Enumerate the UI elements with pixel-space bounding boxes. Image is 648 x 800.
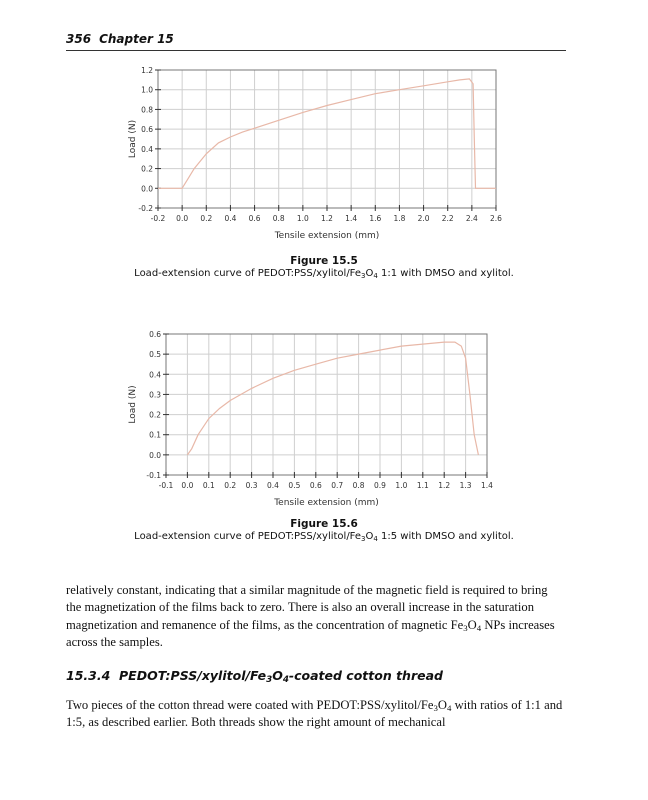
x-tick-label: 0.2 bbox=[200, 214, 213, 223]
y-tick-label: 0.2 bbox=[149, 410, 161, 420]
section-title: PEDOT:PSS/xylitol/Fe bbox=[119, 668, 267, 683]
paragraph-text: with ratios of 1:1 and 1:5, as described earlier. Both threads show the right amount of mechanical bbox=[66, 698, 563, 730]
paragraph-text: NPs increases across the samples. bbox=[66, 617, 555, 649]
subscript: 4 bbox=[476, 622, 482, 633]
x-tick-label: 0.6 bbox=[309, 481, 322, 490]
y-tick-label: 0.0 bbox=[141, 184, 153, 194]
y-axis-title: Load (N) bbox=[128, 119, 138, 159]
x-tick-label: 0.3 bbox=[245, 481, 258, 490]
x-tick-label: -0.2 bbox=[150, 214, 166, 223]
caption-text: O bbox=[365, 268, 374, 279]
x-tick-label: 1.1 bbox=[416, 481, 429, 490]
subscript: 4 bbox=[282, 675, 289, 685]
figure-caption bbox=[0, 268, 648, 279]
section-title: -coated cotton thread bbox=[288, 668, 443, 683]
caption-subscript: 3 bbox=[361, 272, 366, 280]
subscript: 4 bbox=[447, 703, 452, 713]
caption-subscript: 3 bbox=[361, 535, 366, 543]
data-series-line bbox=[187, 342, 478, 455]
plot-frame bbox=[166, 334, 487, 475]
paragraph-text: relatively constant, indicating that a similar magnitude of the magnetic field is required to bring the magnetization of the films back to zero. There is also an overall increase in the saturation magnetization and remanence of the films, as the concentration of magnetic bbox=[66, 583, 548, 632]
y-axis-title: Load (N) bbox=[128, 385, 138, 424]
y-tick-label: 0.1 bbox=[149, 430, 161, 440]
header-rule bbox=[66, 50, 566, 51]
x-tick-label: 0.4 bbox=[224, 214, 237, 223]
y-tick-label: 0.4 bbox=[149, 370, 161, 380]
paragraph-text: Two pieces of the cotton thread were coated with PEDOT:PSS/xylitol/Fe bbox=[66, 698, 434, 712]
subscript: 3 bbox=[463, 622, 468, 633]
y-tick-label: -0.1 bbox=[146, 471, 161, 480]
section-title: O bbox=[272, 668, 283, 683]
paragraph-text: O bbox=[467, 617, 477, 632]
x-tick-label: 0.6 bbox=[248, 214, 261, 223]
y-tick-label: 1.2 bbox=[141, 66, 153, 75]
paragraph-text: Fe bbox=[450, 617, 464, 632]
x-tick-label: 2.2 bbox=[441, 214, 454, 223]
x-tick-label: 2.6 bbox=[490, 214, 502, 223]
x-tick-label: 0.0 bbox=[176, 214, 189, 223]
x-tick-label: -0.1 bbox=[158, 481, 174, 490]
paragraph-text: O bbox=[437, 698, 448, 712]
caption-subscript: 4 bbox=[373, 272, 378, 280]
x-tick-label: 1.8 bbox=[393, 214, 406, 223]
x-tick-label: 1.4 bbox=[481, 481, 493, 490]
section-heading bbox=[66, 668, 586, 683]
caption-subscript: 4 bbox=[373, 535, 378, 543]
caption-text: Load-extension curve of PEDOT:PSS/xylitol/Fe bbox=[134, 531, 362, 542]
x-tick-label: 0.5 bbox=[288, 481, 301, 490]
subscript: 3 bbox=[433, 703, 438, 713]
body-paragraph bbox=[66, 697, 566, 732]
x-tick-label: 0.8 bbox=[352, 481, 365, 490]
y-tick-label: 0.0 bbox=[149, 450, 161, 460]
section-number: 15.3.4 bbox=[66, 668, 111, 683]
y-tick-label: -0.2 bbox=[138, 204, 153, 213]
running-header bbox=[66, 28, 566, 50]
y-tick-label: 0.4 bbox=[141, 144, 153, 154]
x-tick-label: 1.2 bbox=[321, 214, 333, 223]
x-tick-label: 1.3 bbox=[459, 481, 472, 490]
body-paragraph bbox=[66, 582, 566, 651]
x-tick-label: 2.0 bbox=[417, 214, 430, 223]
x-tick-label: 1.2 bbox=[438, 481, 451, 490]
y-tick-label: 0.5 bbox=[149, 350, 161, 360]
x-tick-label: 0.2 bbox=[224, 481, 237, 490]
y-tick-label: 0.6 bbox=[149, 330, 161, 339]
caption-text: 1:5 with DMSO and xylitol. bbox=[377, 531, 514, 542]
figure-caption bbox=[0, 531, 648, 542]
figure-label: Figure 15.6 bbox=[290, 518, 358, 530]
y-tick-label: 0.6 bbox=[141, 125, 153, 135]
x-tick-label: 0.9 bbox=[374, 481, 386, 490]
page-number: 356 bbox=[66, 32, 92, 46]
x-axis-title: Tensile extension (mm) bbox=[274, 231, 380, 241]
subscript: 3 bbox=[266, 675, 273, 685]
x-tick-label: 1.0 bbox=[296, 214, 309, 223]
x-tick-label: 0.4 bbox=[267, 481, 279, 490]
y-tick-label: 0.2 bbox=[141, 164, 153, 174]
x-tick-label: 1.6 bbox=[369, 214, 382, 223]
x-tick-label: 1.0 bbox=[395, 481, 408, 490]
caption-text: Load-extension curve of PEDOT:PSS/xylitol/Fe bbox=[134, 268, 362, 279]
y-tick-label: 1.0 bbox=[141, 85, 153, 95]
chart-figure-15-5 bbox=[0, 60, 648, 250]
x-tick-label: 0.7 bbox=[331, 481, 344, 490]
y-tick-label: 0.8 bbox=[141, 105, 153, 115]
caption-text: 1:1 with DMSO and xylitol. bbox=[377, 268, 514, 279]
x-tick-label: 0.1 bbox=[202, 481, 215, 490]
chapter-title: Chapter 15 bbox=[99, 32, 174, 46]
x-tick-label: 0.8 bbox=[272, 214, 285, 223]
x-tick-label: 0.0 bbox=[181, 481, 194, 490]
caption-text: O bbox=[365, 531, 374, 542]
y-tick-label: 0.3 bbox=[149, 390, 161, 400]
x-tick-label: 2.4 bbox=[465, 214, 478, 223]
x-axis-title: Tensile extension (mm) bbox=[274, 498, 379, 508]
x-tick-label: 1.4 bbox=[345, 214, 358, 223]
figure-label: Figure 15.5 bbox=[290, 255, 358, 267]
chart-figure-15-6 bbox=[0, 324, 648, 514]
